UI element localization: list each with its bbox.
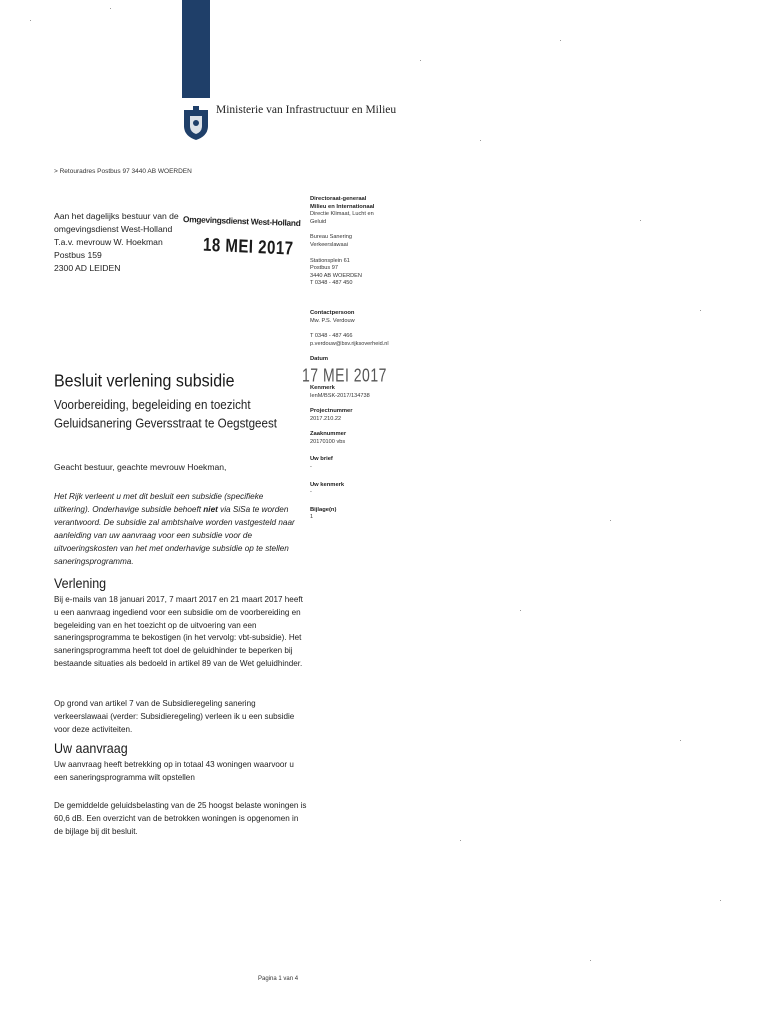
address-line: T.a.v. mevrouw W. Hoekman — [54, 237, 163, 247]
stamp-date: 18 MEI 2017 — [202, 234, 294, 260]
aanvraag-paragraph: Uw aanvraag heeft betrekking op in totaal 43 woningen waarvoor u een saneringsprogramma wilt opstellen — [54, 760, 294, 782]
projectnummer-value: 2017.210.22 — [310, 415, 342, 422]
letter-subtitle — [54, 396, 277, 433]
uw-brief-value: - — [310, 464, 312, 471]
directorate-heading: Directoraat-generaal — [310, 196, 367, 202]
address-line: Postbus 159 — [54, 250, 102, 260]
intro-paragraph: Het Rijk verleent u met dit besluit een subsidie (specifieke uitkering). Onderhavige subsidie behoeft niet via SiSa te worden verantwoord. De subsidie zal ambtshalve worden vastgesteld naar aanleiding van uw aanvraag voor een subsidie voor de uitvoeringskosten van het met onderhavige subsidie op te stellen saneringsprogramma. — [54, 492, 295, 566]
bureau-line: Bureau Sanering — [310, 234, 352, 241]
contact-name: Mw. P.S. Verdouw — [310, 317, 355, 324]
letter-title: Besluit verlening subsidie — [54, 372, 235, 392]
recipient-address — [54, 210, 179, 275]
zaaknummer-heading: Zaaknummer — [310, 431, 347, 438]
kenmerk-heading: Kenmerk — [310, 384, 335, 391]
contact-phone: T 0348 - 487 466 — [310, 333, 353, 340]
uw-kenmerk-heading: Uw kenmerk — [310, 481, 345, 488]
subtitle-line: Voorbereiding, begeleiding en toezicht — [54, 398, 251, 413]
bijlagen-heading: Bijlage(n) — [310, 506, 337, 513]
uw-brief-heading: Uw brief — [310, 456, 333, 463]
received-stamp — [182, 214, 301, 260]
contact-email: p.verdouw@bsv.rijksoverheid.nl — [310, 340, 389, 347]
ministry-name: Ministerie van Infrastructuur en Milieu — [216, 104, 397, 116]
return-address: > Retouradres Postbus 97 3440 AB WOERDEN — [54, 168, 192, 175]
directorate-line: Geluid — [310, 218, 327, 225]
zaaknummer-value: 20170100 vbs — [310, 438, 346, 445]
section-heading-verlening: Verlening — [54, 576, 107, 592]
office-address-line: 3440 AB WOERDEN — [310, 272, 362, 279]
crest-icon — [180, 104, 212, 142]
address-line: Aan het dagelijks bestuur van de — [54, 211, 179, 221]
bijlagen-value: 1 — [310, 514, 314, 521]
subtitle-line: Geluidsanering Geversstraat te Oegstgeest — [54, 416, 277, 431]
projectnummer-heading: Projectnummer — [310, 408, 353, 415]
datum-value: 17 MEI 2017 — [302, 364, 387, 386]
verlening-paragraph-2: Op grond van artikel 7 van de Subsidieregeling sanering verkeerslawaai (verder: Subsidieregeling) verleen ik u een subsidie voor deze activiteiten. — [54, 699, 295, 734]
kenmerk-value: IenM/BSK-2017/134738 — [310, 392, 370, 399]
verlening-paragraph: Bij e-mails van 18 januari 2017, 7 maart 2017 en 21 maart 2017 heeft u een aanvraag ingediend voor een subsidie om de voorbereiding en begeleiding van en het toezicht op de uitvoering van een saneringsprogramma te bekostigen (in het vervolg: vbt-subsidie). Het saneringsprogramma heeft tot doel de geluidhinder te beperken bij bestaande situaties als bedoeld in artikel 89 van de Wet geluidhinder. — [54, 595, 303, 668]
sidebar-details — [302, 196, 420, 522]
logo-bar — [182, 0, 210, 98]
intro-emphasis: niet — [203, 505, 218, 514]
office-address-line: Postbus 97 — [310, 265, 338, 272]
directorate-line: Directie Klimaat, Lucht en — [310, 211, 374, 218]
bureau-line: Verkeerslawaai — [310, 241, 348, 248]
office-address-line: Stationsplein 61 — [310, 257, 350, 264]
salutation: Geacht bestuur, geachte mevrouw Hoekman, — [54, 462, 227, 472]
address-line: 2300 AD LEIDEN — [54, 263, 121, 273]
stamp-organisation: Omgevingsdienst West-Holland — [182, 214, 301, 229]
office-phone: T 0348 - 487 450 — [310, 280, 353, 287]
aanvraag-paragraph-2: De gemiddelde geluidsbelasting van de 25 hoogst belaste woningen is 60,6 dB. Een overzicht van de betrokken woningen is opgenomen in de bijlage bij dit besluit. — [54, 801, 307, 836]
address-line: omgevingsdienst West-Holland — [54, 224, 173, 234]
directorate-subheading: Milieu en Internationaal — [310, 203, 375, 210]
page-number: Pagina 1 van 4 — [258, 976, 299, 982]
section-heading-aanvraag: Uw aanvraag — [54, 741, 128, 757]
datum-heading: Datum — [310, 356, 329, 363]
contact-heading: Contactpersoon — [310, 309, 355, 316]
uw-kenmerk-value: - — [310, 489, 312, 496]
